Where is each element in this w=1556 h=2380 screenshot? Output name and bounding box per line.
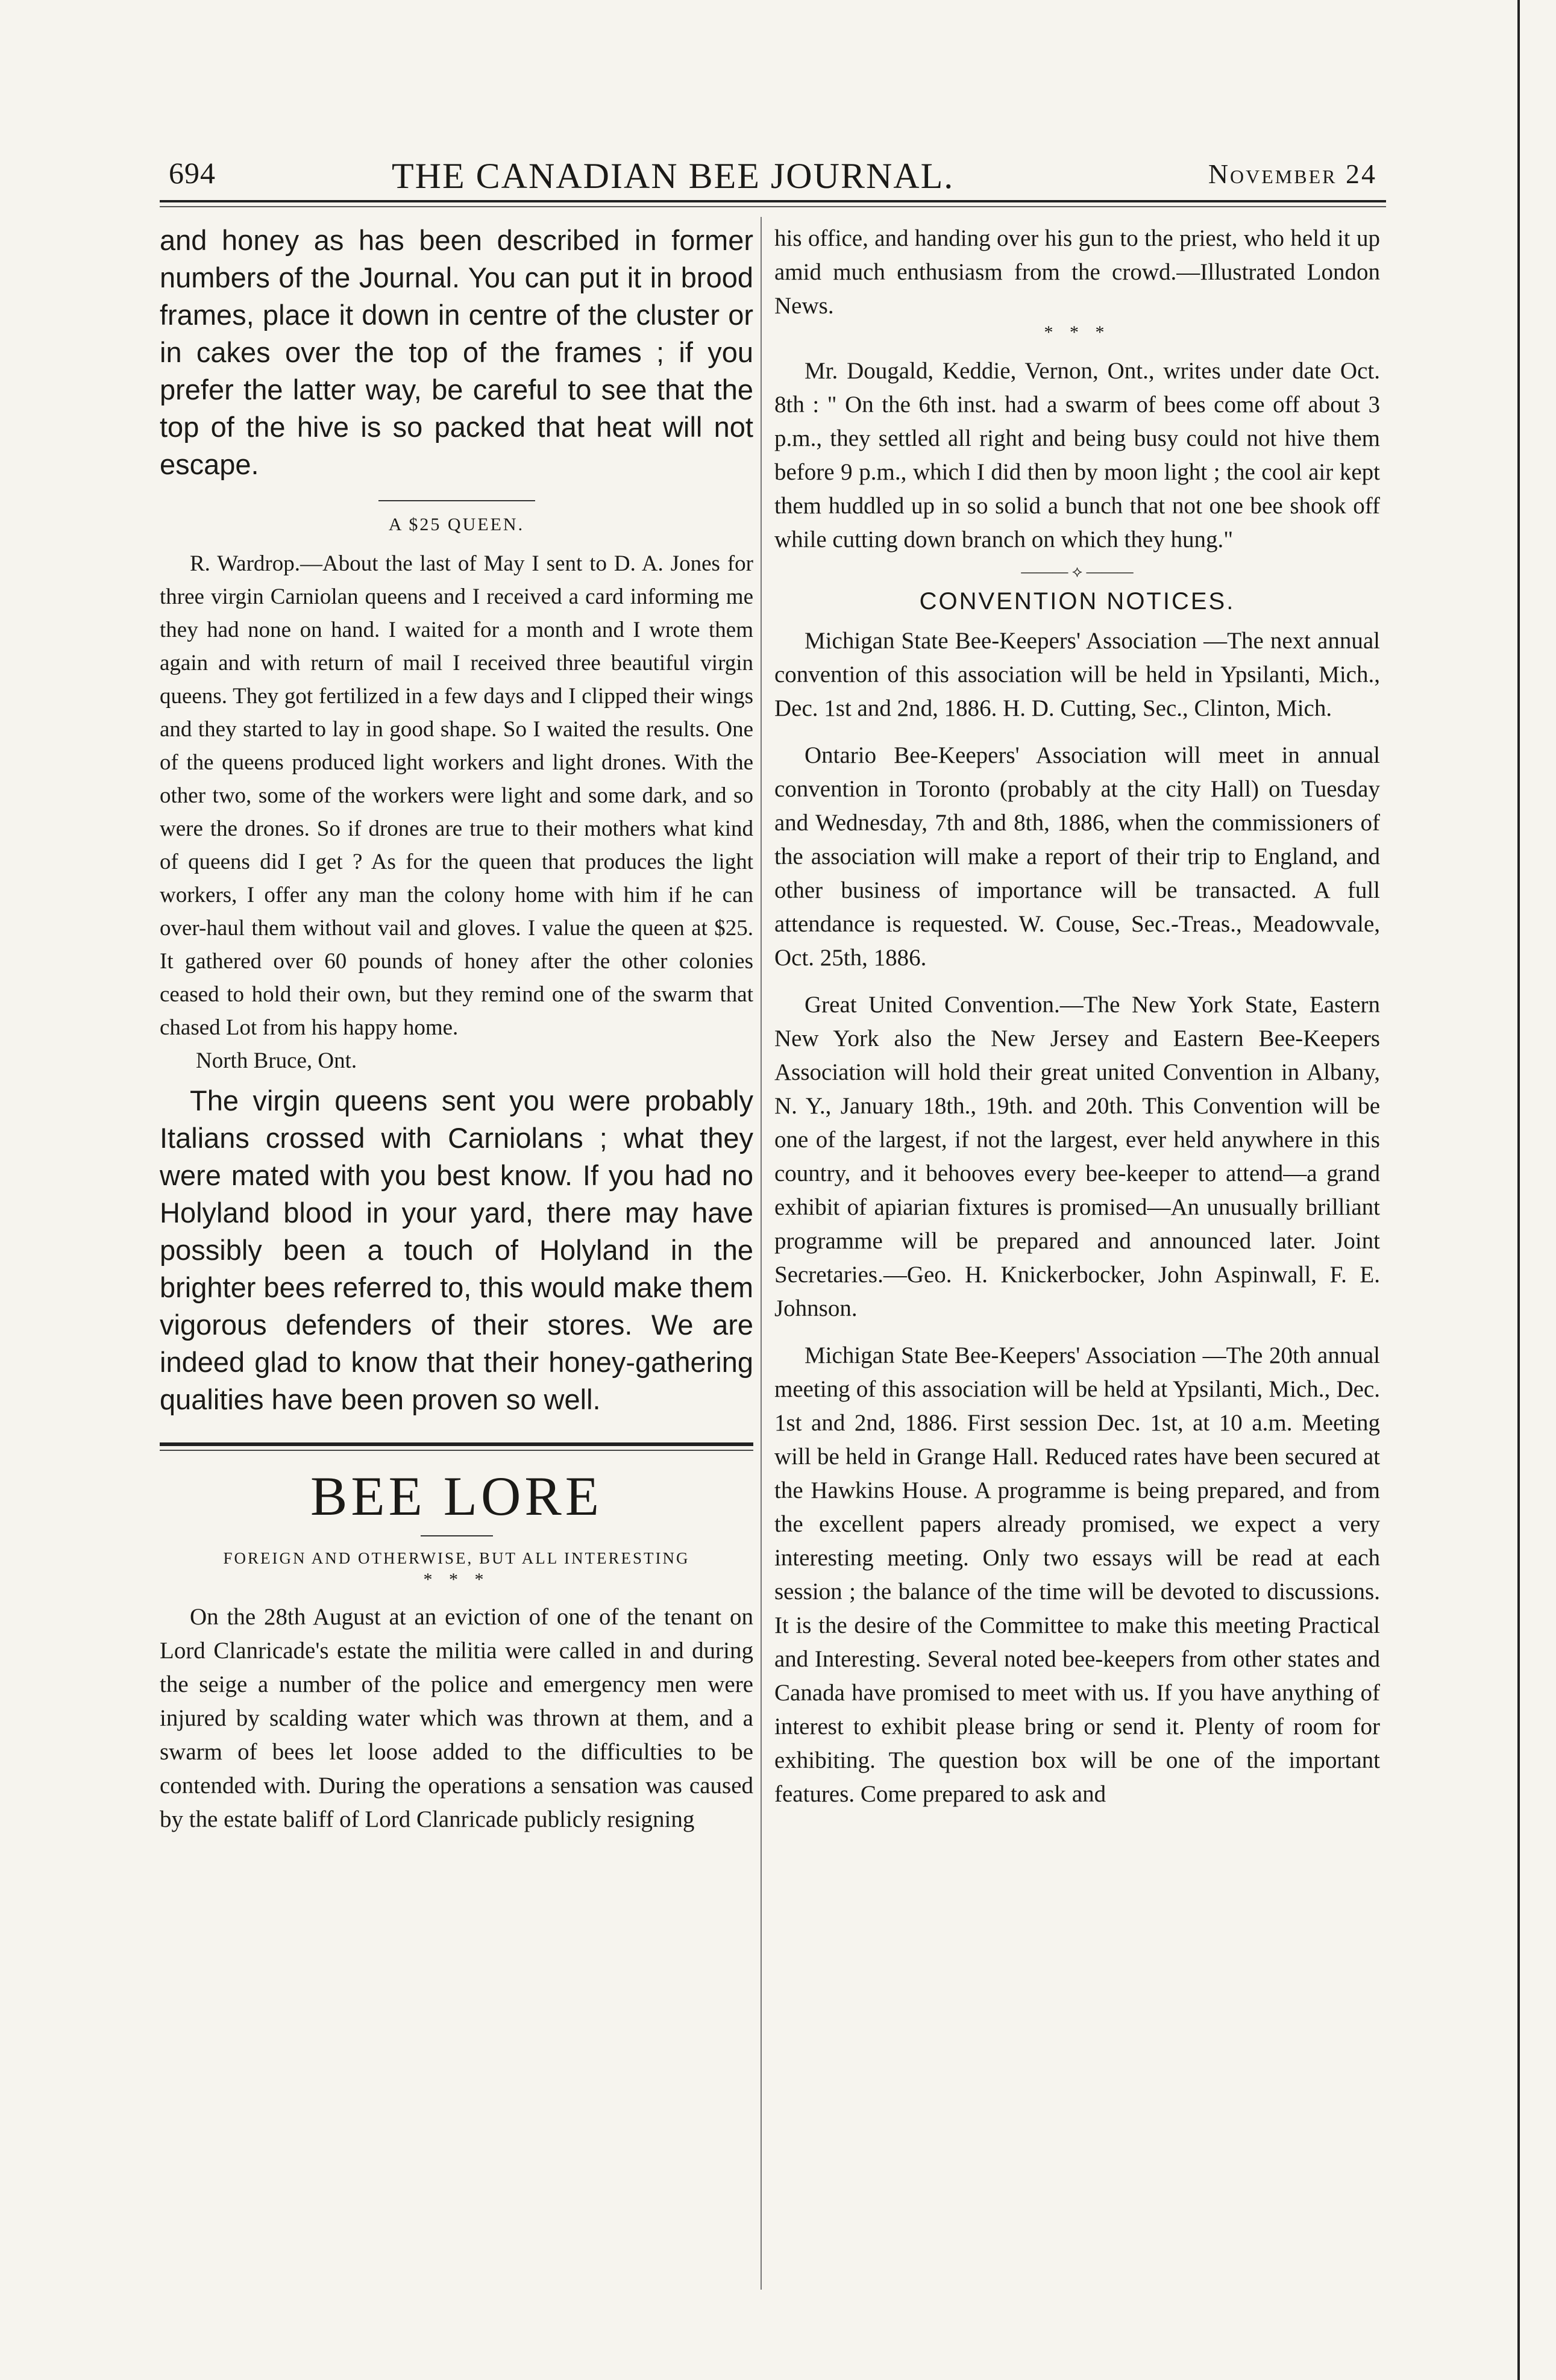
convention-heading: CONVENTION NOTICES. [919, 588, 1235, 615]
right-column [774, 222, 1380, 1811]
left-column [160, 222, 753, 1837]
bee-lore-subtitle: FOREIGN AND OTHERWISE, BUT ALL INTERESTING [223, 1549, 690, 1567]
ornament-divider: ——— ⟡ ——— [1021, 563, 1134, 580]
section-stars-right: * * * [1044, 322, 1111, 342]
journal-title: THE CANADIAN BEE JOURNAL. [392, 156, 955, 196]
opening-paragraph: and honey as has been described in former numbers of the Journal. You can put it in brood frames, place it down in centre of the cluster or in cakes over the top of the frames ; if you prefer the latter way, be careful to see that the top of the hive is so packed that heat will not escape. [160, 224, 753, 480]
page-header [169, 155, 1377, 196]
section-rule [378, 500, 535, 501]
notice-michigan-first: Michigan State Bee-Keepers' Association —The next annual convention of this association will be held in Ypsilanti, Mich., Dec. 1st and 2nd, 1886. H. D. Cutting, Sec., Clinton, Mich. [774, 628, 1380, 721]
page-edge [1517, 0, 1520, 2380]
continuation-paragraph: his office, and handing over his gun to the priest, who held it up amid much enthusiasm from the crowd.—Illustrated London News. [774, 225, 1380, 319]
header-rule [160, 200, 1386, 202]
page-number: 694 [169, 156, 216, 190]
wardrop-location: North Bruce, Ont. [196, 1048, 357, 1073]
queen-heading: A $25 QUEEN. [388, 515, 525, 534]
bee-lore-paragraph: On the 28th August at an eviction of one of the tenant on Lord Clanricade's estate the militia were called in and during the seige a number of the police and emergency men were injured by scalding water which was thrown at them, and a swarm of bees let loose added to the difficulties to be contended with. During the operations a sensation was caused by the estate baliff of Lord Clanricade publicly resigning [160, 1604, 753, 1832]
editor-reply: The virgin queens sent you were probably Italians crossed with Carniolans ; what they were mated with you best know. If you had no Holyland blood in your yard, there may have possibly been a touch of Holyland in the brighter bees referred to, this would make them vigorous defenders of their stores. We are indeed glad to know that their honey-gathering qualities have been proven so well. [160, 1085, 753, 1415]
section-stars: * * * [423, 1570, 490, 1589]
notice-ontario: Ontario Bee-Keepers' Association will meet in annual convention in Toronto (probably at the city Hall) on Tuesday and Wednesday, 7th and 8th, 1886, when the commissioners of the association will make a report of their trip to England, and other business of importance will be transacted. A full attendance is requested. W. Couse, Sec.-Treas., Meadowvale, Oct. 25th, 1886. [774, 742, 1380, 971]
notice-great-united: Great United Convention.—The New York State, Eastern New York also the New Jersey and Eastern Bee-Keepers Association will hold their great united Convention in Albany, N. Y., January 18th., 19th. and 20th. This Convention will be one of the largest, if not the largest, ever held anywhere in this country, and it behooves every bee-keeper to attend—a grand exhibit of apiarian fixtures is promised—An unusually brilliant programme will be prepared and announced later. Joint Secretaries.—Geo. H. Knickerbocker, John Aspinwall, F. E. Johnson. [774, 992, 1380, 1321]
column-divider [761, 217, 762, 2290]
bee-lore-rule-heavy [160, 1442, 753, 1446]
issue-date: November 24 [1208, 158, 1377, 189]
bee-lore-small-rule [421, 1535, 493, 1536]
notice-michigan-second: Michigan State Bee-Keepers' Association —The 20th annual meeting of this association will be held at Ypsilanti, Mich., Dec. 1st and 2nd, 1886. First session Dec. 1st, at 10 a.m. Meeting will be held in Grange Hall. Reduced rates have been secured at the Hawkins House. A programme is being prepared, and from the excellent papers already promised, we expect a very interesting meeting. Only two essays will be read at each session ; the balance of the time will be devoted to discussions. It is the desire of the Committee to make this meeting Practical and Interesting. Several noted bee-keepers from other states and Canada have promised to meet with us. If you have anything of interest to exhibit please bring or send it. Plenty of room for exhibiting. The question box will be one of the important features. Come prepared to ask and [774, 1342, 1380, 1807]
bee-lore-rule-thin [160, 1450, 753, 1451]
wardrop-letter: R. Wardrop.—About the last of May I sent to D. A. Jones for three virgin Carniolan queens and I received a card informing me they had none on hand. I waited for a month and I wrote them again and with return of mail I received three beautiful virgin queens. They got fertilized in a few days and I clipped their wings and they started to lay in good shape. So I waited the results. One of the queens produced light workers and light drones. With the other two, some of the workers were light and some dark, and so were the drones. So if drones are true to their mothers what kind of queens did I get ? As for the queen that produces the light workers, I offer any man the colony home with him if he can over-haul them without vail and gloves. I value the queen at $25. It gathered over 60 pounds of honey after the other colonies ceased to hold their own, but they remind one of the swarm that chased Lot from his happy home. [160, 551, 753, 1040]
bee-lore-title: BEE LORE [310, 1465, 603, 1527]
dougald-letter: Mr. Dougald, Keddie, Vernon, Ont., writes under date Oct. 8th : " On the 6th inst. had a swarm of bees come off about 3 p.m., they settled all right and being busy could not hive them before 9 p.m., which I did then by moon light ; the cool air kept them huddled up in so solid a bunch that not one bee shook off while cutting down branch on which they hung." [774, 358, 1380, 553]
header-rule-thin [160, 206, 1386, 207]
